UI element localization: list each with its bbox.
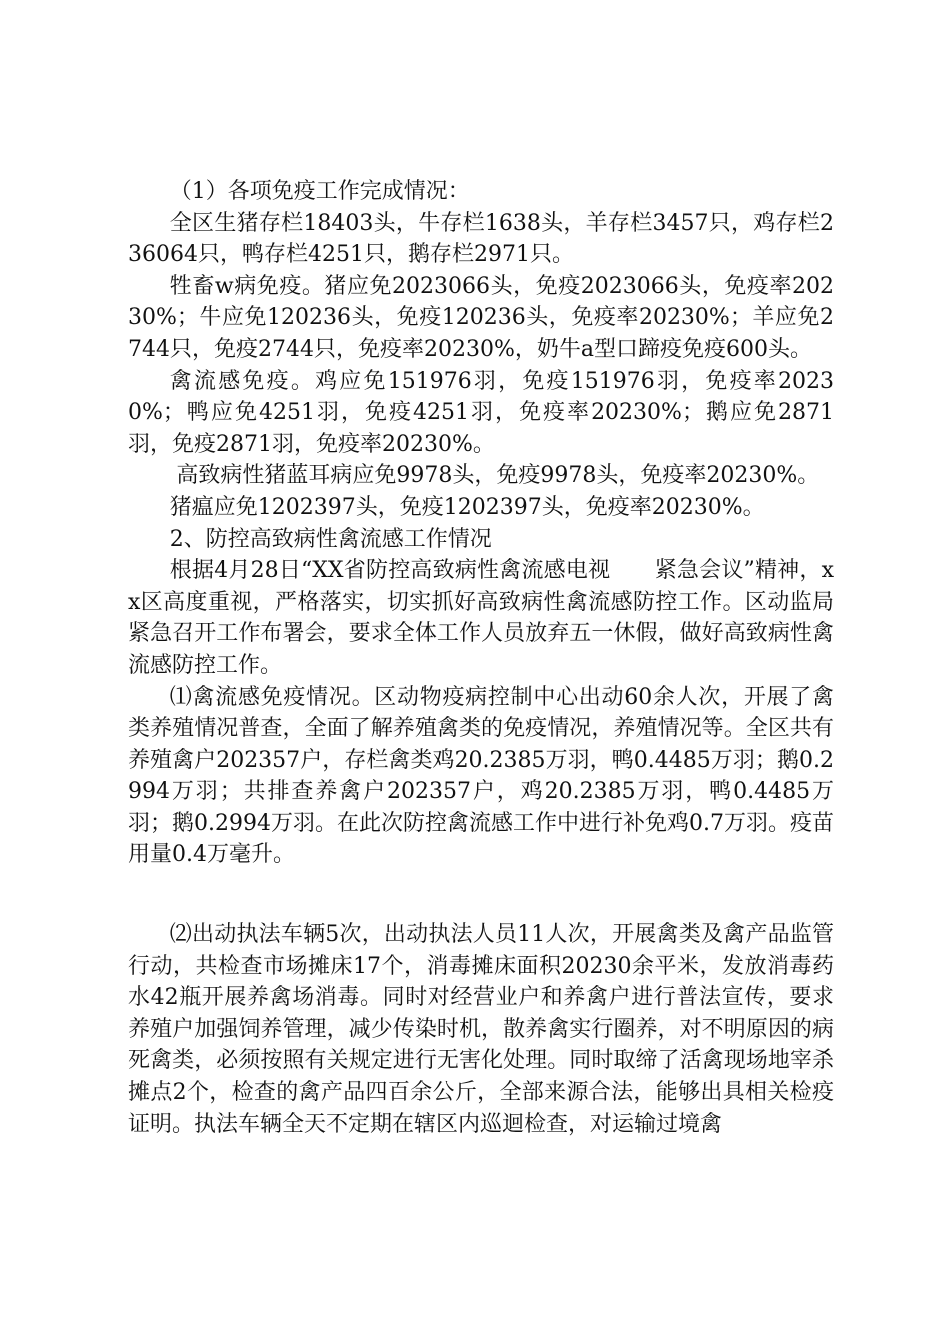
- paragraph-livestock-inventory: 全区生猪存栏18403头，牛存栏1638头，羊存栏3457只，鸡存栏236064只，鸭存栏4251只，鹅存栏2971只。: [128, 210, 834, 268]
- paragraph-livestock-immunization: 牲畜w病免疫。猪应免2023066头，免疫2023066头，免疫率20230%；牛应免120236头，免疫120236头，免疫率20230%；羊应免2744只，免疫2744只，免疫率20230%，奶牛a型口蹄疫免疫600头。: [128, 273, 834, 362]
- section-heading-immunization: （1）各项免疫工作完成情况：: [169, 179, 470, 204]
- section-heading-avian-flu-control: 2、防控高致病性禽流感工作情况: [169, 526, 492, 552]
- paragraph-avian-flu-immunization: 禽流感免疫。鸡应免151976羽，免疫151976羽，免疫率20230%；鸭应免4251羽，免疫4251羽，免疫率20230%；鹅应免2871羽，免疫2871羽，免疫率20230%。: [128, 368, 834, 457]
- document-page: [128, 176, 834, 1140]
- paragraph-blue-ear-disease: 高致病性猪蓝耳病应免9978头，免疫9978头，免疫率20230%。: [176, 463, 820, 489]
- paragraph-swine-fever: 猪瘟应免1202397头，免疫1202397头，免疫率20230%。: [169, 494, 765, 520]
- paragraph-emergency-meeting: 根据4月28日“XX省防控高致病性禽流感电视 紧急会议”精神，xx区高度重视，严格落实，切实抓好高致病性禽流感防控工作。区动监局紧急召开工作布署会，要求全体工作人员放弃五一休假，做好高致病性禽流感防控工作。: [128, 558, 834, 678]
- paragraph-avian-flu-survey: ⑴禽流感免疫情况。区动物疫病控制中心出动60余人次，开展了禽类养殖情况普查，全面了解养殖禽类的免疫情况，养殖情况等。全区共有养殖禽户202357户，存栏禽类鸡20.2385万羽，鸭0.4485万羽；鹅0.2994万羽；共排查养禽户202357户，鸡20.2385万羽，鸭0.4485万羽；鹅0.2994万羽。在此次防控禽流感工作中进行补免鸡0.7万羽。疫苗用量0.4万毫升。: [128, 684, 834, 868]
- paragraph-law-enforcement: ⑵出动执法车辆5次，出动执法人员11人次，开展禽类及禽产品监管行动，共检查市场摊床17个，消毒摊床面积20230余平米，发放消毒药水42瓶开展养禽场消毒。同时对经营业户和养禽户进行普法宣传，要求养殖户加强饲养管理，减少传染时机，散养禽实行圈养，对不明原因的病死禽类，必须按照有关规定进行无害化处理。同时取缔了活禽现场地宰杀摊点2个，检查的禽产品四百余公斤，全部来源合法，能够出具相关检疫证明。执法车辆全天不定期在辖区内巡迴检查，对运输过境禽: [128, 922, 834, 1137]
